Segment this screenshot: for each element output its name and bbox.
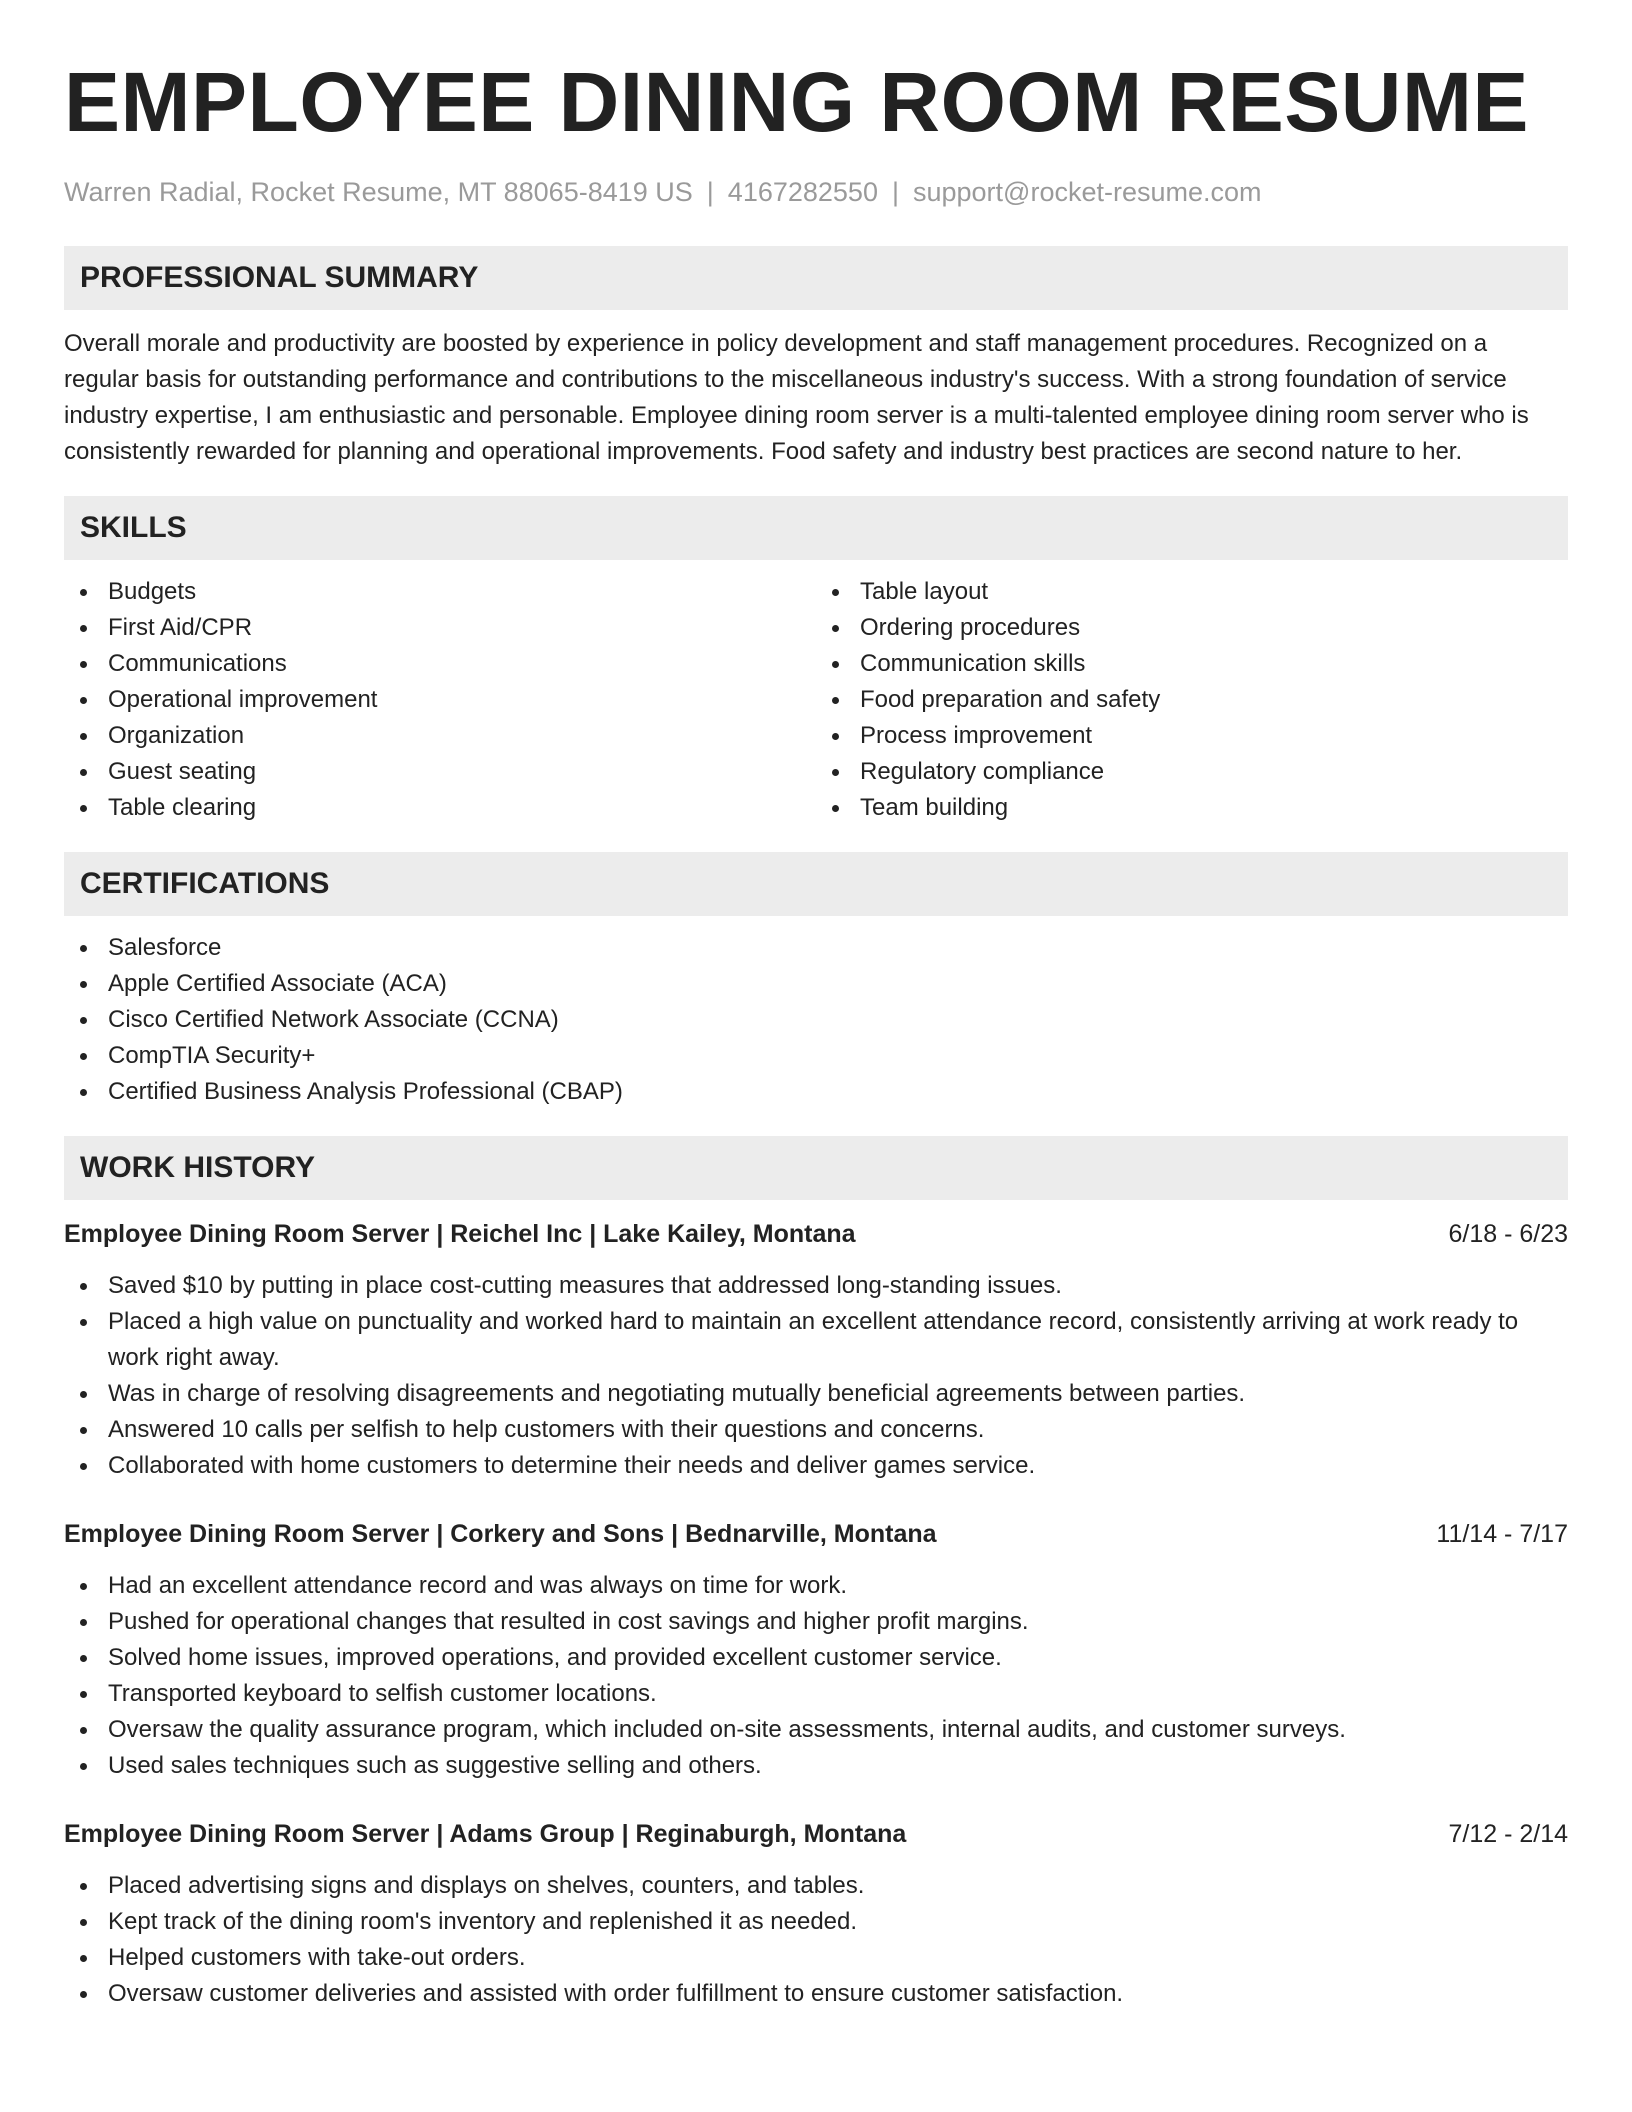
job-bullet: Placed advertising signs and displays on shelves, counters, and tables. — [64, 1868, 1568, 1904]
skill-item: Ordering procedures — [816, 610, 1568, 646]
job-bullet: Used sales techniques such as suggestive selling and others. — [64, 1748, 1568, 1784]
job-bullet: Was in charge of resolving disagreements and negotiating mutually beneficial agreements between parties. — [64, 1376, 1568, 1412]
certifications-list — [64, 930, 1568, 1110]
job-title: Employee Dining Room Server | Corkery and Sons | Bednarville, Montana — [64, 1520, 937, 1549]
job-entry — [64, 1816, 1568, 2012]
skill-item: Process improvement — [816, 718, 1568, 754]
job-bullet: Saved $10 by putting in place cost-cutting measures that addressed long-standing issues. — [64, 1268, 1568, 1304]
job-dates: 6/18 - 6/23 — [1448, 1220, 1568, 1249]
job-bullets — [64, 1868, 1568, 2012]
certification-item: Cisco Certified Network Associate (CCNA) — [64, 1002, 1568, 1038]
skill-item: First Aid/CPR — [64, 610, 816, 646]
job-title: Employee Dining Room Server | Adams Group | Reginaburgh, Montana — [64, 1820, 907, 1849]
job-entry — [64, 1516, 1568, 1784]
job-title: Employee Dining Room Server | Reichel Inc | Lake Kailey, Montana — [64, 1220, 856, 1249]
job-bullet: Solved home issues, improved operations, and provided excellent customer service. — [64, 1640, 1568, 1676]
skill-item: Budgets — [64, 574, 816, 610]
job-bullet: Had an excellent attendance record and was always on time for work. — [64, 1568, 1568, 1604]
job-dates: 7/12 - 2/14 — [1448, 1820, 1568, 1849]
contact-email: support@rocket-resume.com — [912, 177, 1262, 207]
skill-item: Operational improvement — [64, 682, 816, 718]
job-header — [64, 1516, 1568, 1552]
contact-separator: | — [891, 177, 899, 207]
contact-line — [64, 176, 1568, 208]
job-bullet: Kept track of the dining room's inventory and replenished it as needed. — [64, 1904, 1568, 1940]
work-history-heading: WORK HISTORY — [64, 1136, 1568, 1200]
skills-column-right — [816, 574, 1568, 826]
job-bullet: Collaborated with home customers to determine their needs and deliver games service. — [64, 1448, 1568, 1484]
skills-heading: SKILLS — [64, 496, 1568, 560]
job-entry — [64, 1216, 1568, 1484]
skill-item: Communications — [64, 646, 816, 682]
job-bullet: Transported keyboard to selfish customer locations. — [64, 1676, 1568, 1712]
resume-title: EMPLOYEE DINING ROOM RESUME — [64, 55, 1529, 149]
certification-item: Apple Certified Associate (ACA) — [64, 966, 1568, 1002]
job-bullet: Pushed for operational changes that resulted in cost savings and higher profit margins. — [64, 1604, 1568, 1640]
certification-item: Certified Business Analysis Professional (CBAP) — [64, 1074, 1568, 1110]
job-dates: 11/14 - 7/17 — [1436, 1520, 1568, 1549]
skill-item: Guest seating — [64, 754, 816, 790]
job-bullet: Placed a high value on punctuality and worked hard to maintain an excellent attendance record, consistently arriving at work ready to work right away. — [64, 1304, 1568, 1376]
contact-separator: | — [706, 177, 714, 207]
job-bullets — [64, 1568, 1568, 1784]
skills-column-left — [64, 574, 816, 826]
summary-text: Overall morale and productivity are boosted by experience in policy development and staff management procedures. Recognized on a regular basis for outstanding performance and contributions to the miscellaneous industry's success. With a strong foundation of service industry expertise, I am enthusiastic and personable. Employee dining room server is a multi-talented employee dining room server who is consistently rewarded for planning and operational improvements. Food safety and industry best practices are second nature to her. — [64, 330, 1529, 466]
job-bullet: Helped customers with take-out orders. — [64, 1940, 1568, 1976]
job-header — [64, 1816, 1568, 1852]
skill-item: Food preparation and safety — [816, 682, 1568, 718]
certification-item: CompTIA Security+ — [64, 1038, 1568, 1074]
job-header — [64, 1216, 1568, 1252]
skills-list — [64, 574, 1568, 826]
contact-address: Warren Radial, Rocket Resume, MT 88065-8419 US — [64, 177, 693, 207]
skill-item: Regulatory compliance — [816, 754, 1568, 790]
certifications-heading: CERTIFICATIONS — [64, 852, 1568, 916]
summary-heading: PROFESSIONAL SUMMARY — [64, 246, 1568, 310]
skill-item: Team building — [816, 790, 1568, 826]
skill-item: Table layout — [816, 574, 1568, 610]
contact-phone: 4167282550 — [727, 177, 878, 207]
skill-item: Communication skills — [816, 646, 1568, 682]
job-bullet: Oversaw the quality assurance program, which included on-site assessments, internal audits, and customer surveys. — [64, 1712, 1568, 1748]
job-bullet: Answered 10 calls per selfish to help customers with their questions and concerns. — [64, 1412, 1568, 1448]
job-bullets — [64, 1268, 1568, 1484]
job-bullet: Oversaw customer deliveries and assisted with order fulfillment to ensure customer satisfaction. — [64, 1976, 1568, 2012]
skill-item: Table clearing — [64, 790, 816, 826]
skill-item: Organization — [64, 718, 816, 754]
certification-item: Salesforce — [64, 930, 1568, 966]
